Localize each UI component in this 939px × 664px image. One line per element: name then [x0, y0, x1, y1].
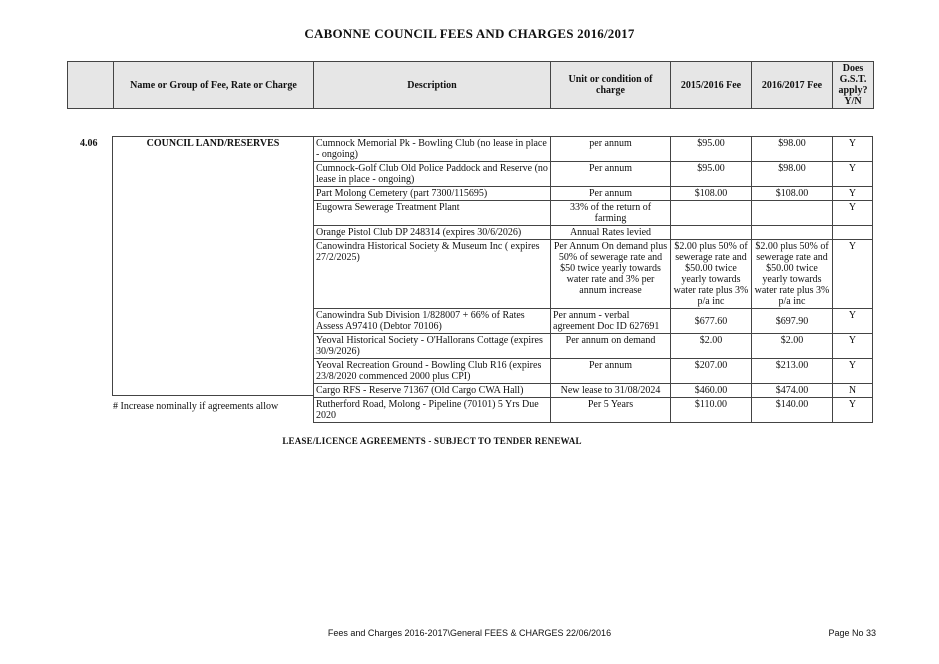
row-fee-2016: $2.00 plus 50% of sewerage rate and $50.00 twice yearly towards water rate plus 3% p/a inc	[752, 240, 833, 309]
row-unit: Per Annum On demand plus 50% of sewerage rate and $50 twice yearly towards water rate and 3% per annum increase	[551, 240, 671, 309]
row-fee-2016	[752, 201, 833, 226]
footer-path: Fees and Charges 2016-2017\General FEES & CHARGES 22/06/2016	[327, 628, 612, 638]
row-gst: Y	[833, 240, 873, 309]
row-description: Cumnock-Golf Club Old Police Paddock and Reserve (no lease in place - ongoing)	[314, 162, 551, 187]
section-name: COUNCIL LAND/RESERVES	[146, 138, 280, 149]
row-gst: N	[833, 384, 873, 398]
table-row	[314, 226, 873, 240]
row-unit: Per annum - verbal agreement Doc ID 627691	[551, 309, 671, 334]
fees-table	[313, 136, 873, 423]
row-description: Rutherford Road, Molong - Pipeline (70101) 5 Yrs Due 2020	[314, 398, 551, 423]
row-fee-2016: $140.00	[752, 398, 833, 423]
row-fee-2015: $2.00	[671, 334, 752, 359]
row-fee-2015: $108.00	[671, 187, 752, 201]
header-name: Name or Group of Fee, Rate or Charge	[114, 62, 314, 109]
row-gst: Y	[833, 201, 873, 226]
row-description: Yeoval Recreation Ground - Bowling Club R16 (expires 23/8/2020 commenced 2000 plus CPI)	[314, 359, 551, 384]
row-fee-2015	[671, 226, 752, 240]
row-description: Cargo RFS - Reserve 71367 (Old Cargo CWA Hall)	[314, 384, 551, 398]
header-unit: Unit or condition of charge	[551, 62, 671, 109]
row-fee-2016: $108.00	[752, 187, 833, 201]
row-fee-2016: $213.00	[752, 359, 833, 384]
row-description: Cumnock Memorial Pk - Bowling Club (no lease in place - ongoing)	[314, 137, 551, 162]
table-row	[314, 162, 873, 187]
row-unit: 33% of the return of farming	[551, 201, 671, 226]
row-fee-2016: $2.00	[752, 334, 833, 359]
row-description: Orange Pistol Club DP 248314 (expires 30/6/2026)	[314, 226, 551, 240]
row-unit: Per 5 Years	[551, 398, 671, 423]
fees-table-body	[314, 137, 873, 423]
row-unit: Per annum	[551, 187, 671, 201]
row-fee-2016: $98.00	[752, 137, 833, 162]
row-fee-2016: $98.00	[752, 162, 833, 187]
table-row	[314, 240, 873, 309]
header-number-cell	[68, 62, 114, 109]
row-gst: Y	[833, 359, 873, 384]
header-fee-2015: 2015/2016 Fee	[671, 62, 752, 109]
row-gst: Y	[833, 309, 873, 334]
row-gst: Y	[833, 398, 873, 423]
table-row	[314, 187, 873, 201]
row-fee-2015: $95.00	[671, 162, 752, 187]
table-header	[67, 61, 874, 109]
row-description: Eugowra Sewerage Treatment Plant	[314, 201, 551, 226]
row-unit: Per annum on demand	[551, 334, 671, 359]
row-description: Part Molong Cemetery (part 7300/115695)	[314, 187, 551, 201]
row-gst: Y	[833, 162, 873, 187]
row-gst	[833, 226, 873, 240]
section-frame	[112, 136, 313, 396]
row-fee-2015: $110.00	[671, 398, 752, 423]
row-gst: Y	[833, 334, 873, 359]
row-fee-2016: $474.00	[752, 384, 833, 398]
row-fee-2015: $2.00 plus 50% of sewerage rate and $50.00 twice yearly towards water rate plus 3% p/a inc	[671, 240, 752, 309]
row-fee-2016: $697.90	[752, 309, 833, 334]
header-gst: Does G.S.T. apply? Y/N	[833, 62, 874, 109]
page-number: Page No 33	[828, 628, 876, 638]
page-title: CABONNE COUNCIL FEES AND CHARGES 2016/2017	[304, 26, 635, 41]
row-fee-2016	[752, 226, 833, 240]
row-fee-2015: $207.00	[671, 359, 752, 384]
row-fee-2015: $677.60	[671, 309, 752, 334]
row-fee-2015	[671, 201, 752, 226]
row-unit: Per annum	[551, 359, 671, 384]
row-gst: Y	[833, 187, 873, 201]
row-unit: per annum	[551, 137, 671, 162]
row-description: Canowindra Sub Division 1/828007 + 66% of Rates Assess A97410 (Debtor 70106)	[314, 309, 551, 334]
table-row	[314, 137, 873, 162]
table-row	[314, 334, 873, 359]
row-unit: Annual Rates levied	[551, 226, 671, 240]
row-fee-2015: $95.00	[671, 137, 752, 162]
table-row	[314, 309, 873, 334]
section-number: 4.06	[80, 138, 98, 149]
footnote: # Increase nominally if agreements allow	[113, 401, 279, 412]
table-row	[314, 384, 873, 398]
row-fee-2015: $460.00	[671, 384, 752, 398]
header-description: Description	[314, 62, 551, 109]
row-gst: Y	[833, 137, 873, 162]
table-row	[314, 398, 873, 423]
lease-heading: LEASE/LICENCE AGREEMENTS - SUBJECT TO TENDER RENEWAL	[282, 436, 582, 446]
table-row	[314, 359, 873, 384]
row-description: Yeoval Historical Society - O'Hallorans Cottage (expires 30/9/2026)	[314, 334, 551, 359]
header-fee-2016: 2016/2017 Fee	[752, 62, 833, 109]
row-unit: Per annum	[551, 162, 671, 187]
row-unit: New lease to 31/08/2024	[551, 384, 671, 398]
table-row	[314, 201, 873, 226]
row-description: Canowindra Historical Society & Museum Inc ( expires 27/2/2025)	[314, 240, 551, 309]
